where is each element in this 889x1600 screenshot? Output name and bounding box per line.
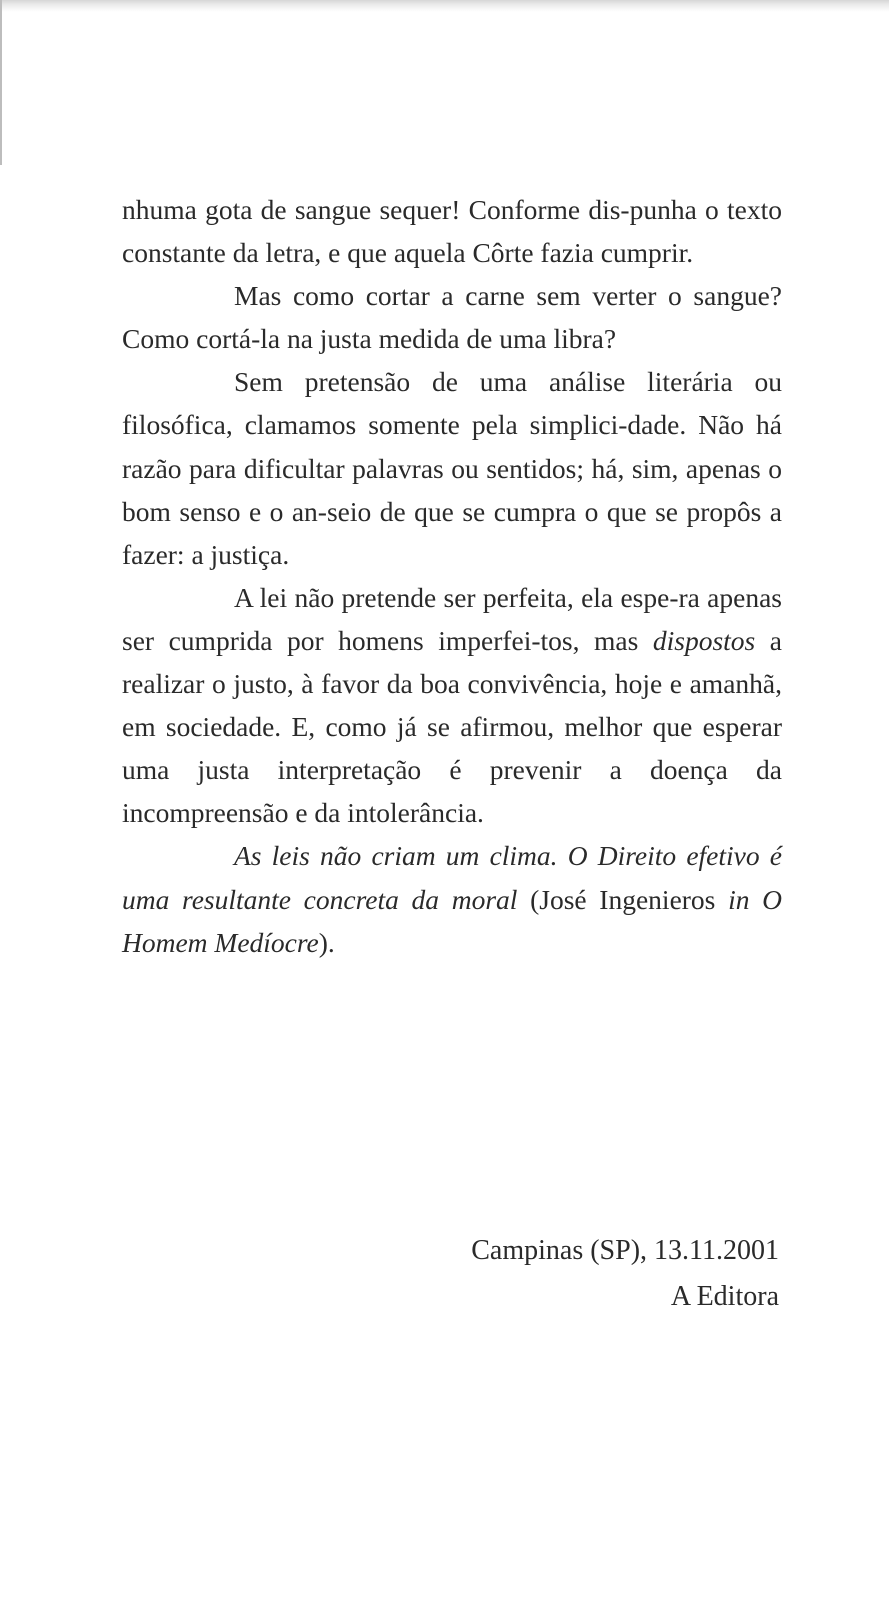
paragraph-1: nhuma gota de sangue sequer! Conforme dis-punha o texto constante da letra, e que aquela Côrte fazia cumprir. bbox=[122, 194, 782, 269]
signature-block bbox=[471, 1228, 779, 1320]
quote-attribution-open: (José Ingenieros bbox=[517, 883, 729, 915]
emphasis-dispostos: dispostos bbox=[652, 624, 756, 656]
page-body bbox=[122, 188, 782, 964]
paragraph-4-text-before: A lei não pretende ser perfeita, ela espe-ra apenas ser cumprida por homens imperfei-tos, mas bbox=[122, 581, 782, 656]
paragraph-4 bbox=[122, 576, 782, 835]
signature-place-date: Campinas (SP), 13.11.2001 bbox=[471, 1235, 779, 1266]
quote-attribution-in: in bbox=[728, 883, 750, 915]
quote-paragraph bbox=[122, 834, 782, 963]
quote-text: As leis não criam um clima. O Direito efetivo é uma resultante concreta da moral bbox=[122, 840, 782, 915]
quote-attribution-close: ). bbox=[318, 926, 335, 958]
quote-attribution-work: O Homem Medíocre bbox=[122, 883, 782, 958]
paragraph-2: Mas como cortar a carne sem verter o sangue? Como cortá-la na justa medida de uma libra? bbox=[122, 280, 782, 355]
paragraph-3: Sem pretensão de uma análise literária ou filosófica, clamamos somente pela simplici-dade. Não há razão para dificultar palavras ou sentidos; há, sim, apenas o bom senso e o an-seio de que se cumpra o que se propôs a fazer: a justiça. bbox=[122, 366, 782, 570]
scan-top-edge bbox=[0, 0, 889, 12]
signature-author: A Editora bbox=[670, 1281, 779, 1312]
paragraph-4-text-after: a realizar o justo, à favor da boa convivência, hoje e amanhã, em sociedade. E, como já se afirmou, melhor que esperar uma justa interpretação é prevenir a doença da incompreensão e da intolerância. bbox=[122, 624, 782, 829]
scan-left-edge bbox=[0, 0, 2, 165]
